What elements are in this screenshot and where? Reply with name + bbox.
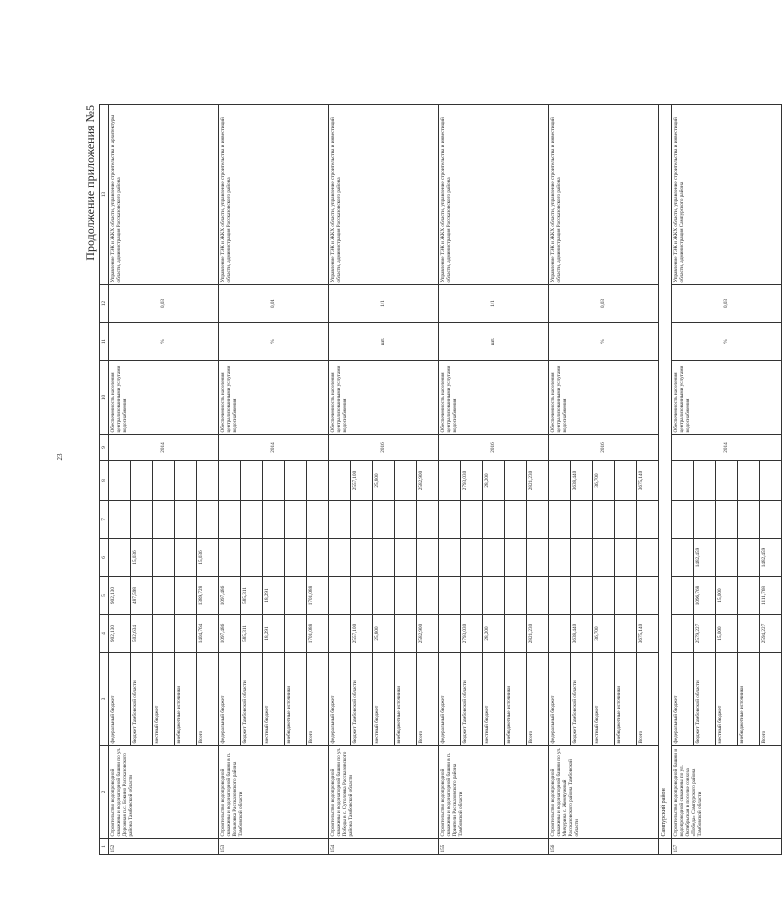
amount-2015 bbox=[527, 539, 549, 577]
amount-total: 2821,230 bbox=[527, 615, 549, 653]
amount-2015 bbox=[175, 539, 197, 577]
amount-2015 bbox=[439, 539, 461, 577]
amount-total: 36,700 bbox=[593, 615, 615, 653]
indicator-unit: шт. bbox=[329, 323, 439, 361]
amount-2015 bbox=[417, 539, 439, 577]
row-number: 154 bbox=[329, 839, 439, 855]
amount-2014 bbox=[175, 577, 197, 615]
amount-2014 bbox=[571, 577, 593, 615]
column-number: 9 bbox=[100, 435, 109, 461]
amount-total: 28,200 bbox=[483, 615, 505, 653]
funding-source: Всего bbox=[417, 653, 439, 746]
amount-2014: 1111,768 bbox=[760, 577, 782, 615]
amount-2014 bbox=[483, 577, 505, 615]
funding-source: местный бюджет bbox=[263, 653, 285, 746]
amount-col-7 bbox=[571, 501, 593, 539]
funding-source: федеральный бюджет bbox=[329, 653, 351, 746]
amount-2015 bbox=[285, 539, 307, 577]
amount-2015 bbox=[219, 539, 241, 577]
amount-col-8 bbox=[307, 461, 329, 501]
amount-2014 bbox=[461, 577, 483, 615]
amount-2015 bbox=[307, 539, 329, 577]
table-row bbox=[672, 105, 694, 855]
amount-col-8 bbox=[109, 461, 131, 501]
amount-2015 bbox=[395, 539, 417, 577]
amount-2014: 15,000 bbox=[716, 577, 738, 615]
amount-col-8: 2557,100 bbox=[351, 461, 373, 501]
amount-col-8 bbox=[672, 461, 694, 501]
amount-total bbox=[615, 615, 637, 653]
amount-total: 18,291 bbox=[263, 615, 285, 653]
amount-total bbox=[395, 615, 417, 653]
amount-2014 bbox=[637, 577, 659, 615]
executor: Управление ТЭК и ЖКХ области, управление строительства и инвестиций области, администрация Рассказовского района bbox=[219, 105, 329, 285]
amount-col-8 bbox=[549, 461, 571, 501]
appendix-heading: Продолжение приложения №5 bbox=[83, 105, 97, 261]
amount-2015 bbox=[738, 539, 760, 577]
amount-2015 bbox=[109, 539, 131, 577]
amount-col-7 bbox=[153, 501, 175, 539]
funding-source: бюджет Тамбовской области bbox=[571, 653, 593, 746]
indicator-unit: % bbox=[672, 323, 782, 361]
rotated-content bbox=[83, 105, 767, 855]
amount-col-8 bbox=[175, 461, 197, 501]
amount-total: 2557,100 bbox=[351, 615, 373, 653]
executor: Управление ТЭК и ЖКХ области, управление строительства и инвестиций области, администрация Рассказовского района bbox=[549, 105, 659, 285]
indicator-name: Обеспеченность населения централизованными услугами водоснабжения bbox=[439, 361, 549, 435]
amount-2015 bbox=[153, 539, 175, 577]
implementation-year: 2014 bbox=[672, 435, 782, 461]
amount-2015 bbox=[672, 539, 694, 577]
column-number-row bbox=[100, 105, 109, 855]
amount-2014 bbox=[738, 577, 760, 615]
amount-col-8 bbox=[131, 461, 153, 501]
indicator-unit: % bbox=[109, 323, 219, 361]
amount-col-8: 2793,030 bbox=[461, 461, 483, 501]
funding-source: Всего bbox=[527, 653, 549, 746]
amount-col-8: 2582,900 bbox=[417, 461, 439, 501]
project-name: Строительство водопроводной скважины и водонапорной башни по ул. Дорожная п.с. Бокино Рассказовского района Тамбовской области bbox=[109, 746, 219, 839]
amount-2015: 1482,459 bbox=[760, 539, 782, 577]
table-row bbox=[549, 105, 571, 855]
indicator-name: Обеспеченность населения централизованными услугами водоснабжения bbox=[672, 361, 782, 435]
indicator-value: 0,03 bbox=[109, 285, 219, 323]
amount-col-8 bbox=[694, 461, 716, 501]
amount-total: 3638,440 bbox=[571, 615, 593, 653]
project-name: Строительство водопроводной скважины и водонапорной башни в п. Приятели Рассказовского района Тамбовской области bbox=[439, 746, 549, 839]
indicator-name: Обеспеченность населения централизованными услугами водоснабжения bbox=[549, 361, 659, 435]
funding-source: бюджет Тамбовской области bbox=[461, 653, 483, 746]
amount-col-7 bbox=[241, 501, 263, 539]
amount-col-7 bbox=[549, 501, 571, 539]
funding-source: внебюджетные источники bbox=[738, 653, 760, 746]
amount-total: 1404,764 bbox=[197, 615, 219, 653]
amount-2014: 1389,728 bbox=[197, 577, 219, 615]
amount-total: 25,800 bbox=[373, 615, 395, 653]
amount-2014 bbox=[527, 577, 549, 615]
amount-total: 15,000 bbox=[716, 615, 738, 653]
amount-2015: 15,036 bbox=[131, 539, 153, 577]
funding-source: внебюджетные источники bbox=[395, 653, 417, 746]
amount-col-7 bbox=[461, 501, 483, 539]
amount-col-7 bbox=[738, 501, 760, 539]
column-number: 12 bbox=[100, 285, 109, 323]
amount-2014 bbox=[549, 577, 571, 615]
funding-source: Всего bbox=[637, 653, 659, 746]
project-name: Строительство водопроводной скважины и водонапорной башни по ул. Мичурина с. Жемчужный Рассказовского района Тамбовской области bbox=[549, 746, 659, 839]
amount-2014 bbox=[351, 577, 373, 615]
amount-total bbox=[285, 615, 307, 653]
project-name: Строительство водопроводной башни и водопроводной скважины по ул. Октябрьская в поселке совхоза «Победа» Сампурского района Тамбовской области bbox=[672, 746, 782, 839]
funding-source: Всего bbox=[197, 653, 219, 746]
amount-col-8 bbox=[738, 461, 760, 501]
column-number: 10 bbox=[100, 361, 109, 435]
amount-2014: 902,130 bbox=[109, 577, 131, 615]
amount-col-7 bbox=[483, 501, 505, 539]
executor: Управление ТЭК и ЖКХ области, управление строительства и инвестиций области, администрация Сампурского района bbox=[672, 105, 782, 285]
amount-2014 bbox=[439, 577, 461, 615]
indicator-value: 0,03 bbox=[549, 285, 659, 323]
column-number: 1 bbox=[100, 839, 109, 855]
amount-col-7 bbox=[593, 501, 615, 539]
indicator-unit: % bbox=[549, 323, 659, 361]
funding-source: федеральный бюджет bbox=[109, 653, 131, 746]
funding-source: федеральный бюджет bbox=[219, 653, 241, 746]
implementation-year: 2014 bbox=[109, 435, 219, 461]
amount-2014: 18,291 bbox=[263, 577, 285, 615]
amount-2015 bbox=[571, 539, 593, 577]
funding-source: Всего bbox=[307, 653, 329, 746]
amount-col-7 bbox=[109, 501, 131, 539]
amount-2015 bbox=[716, 539, 738, 577]
amount-col-8 bbox=[219, 461, 241, 501]
amount-2015 bbox=[329, 539, 351, 577]
amount-col-8 bbox=[329, 461, 351, 501]
amount-2014 bbox=[285, 577, 307, 615]
amount-col-7 bbox=[439, 501, 461, 539]
amount-total bbox=[329, 615, 351, 653]
amount-col-7 bbox=[716, 501, 738, 539]
amount-col-8 bbox=[241, 461, 263, 501]
indicator-name: Обеспеченность населения централизованными услугами водоснабжения bbox=[109, 361, 219, 435]
column-number: 4 bbox=[100, 615, 109, 653]
table-row bbox=[439, 105, 461, 855]
funding-source: федеральный бюджет bbox=[549, 653, 571, 746]
amount-total: 1701,088 bbox=[307, 615, 329, 653]
table-row bbox=[109, 105, 131, 855]
executor: Управление ТЭК и ЖКХ области, управление строительства и архитектуры области, администрация Рассказовского района bbox=[109, 105, 219, 285]
indicator-value: 0,03 bbox=[672, 285, 782, 323]
amount-total bbox=[439, 615, 461, 653]
row-number: 156 bbox=[549, 839, 659, 855]
column-number: 3 bbox=[100, 653, 109, 746]
amount-col-8 bbox=[395, 461, 417, 501]
amount-col-7 bbox=[131, 501, 153, 539]
funding-source: Всего bbox=[760, 653, 782, 746]
funding-source: бюджет Тамбовской области bbox=[694, 653, 716, 746]
amount-col-7 bbox=[175, 501, 197, 539]
amount-col-7 bbox=[527, 501, 549, 539]
amount-col-8: 28,200 bbox=[483, 461, 505, 501]
amount-2014 bbox=[593, 577, 615, 615]
amount-2014 bbox=[153, 577, 175, 615]
amount-total bbox=[738, 615, 760, 653]
funding-source: бюджет Тамбовской области bbox=[351, 653, 373, 746]
implementation-year: 2016 bbox=[439, 435, 549, 461]
amount-col-7 bbox=[615, 501, 637, 539]
funding-source: местный бюджет bbox=[483, 653, 505, 746]
amount-total bbox=[672, 615, 694, 653]
table-row bbox=[219, 105, 241, 855]
funding-source: бюджет Тамбовской области bbox=[241, 653, 263, 746]
amount-2015 bbox=[549, 539, 571, 577]
amount-col-8: 3675,140 bbox=[637, 461, 659, 501]
amount-col-8 bbox=[615, 461, 637, 501]
amount-col-7 bbox=[505, 501, 527, 539]
program-table bbox=[99, 104, 782, 855]
funding-source: местный бюджет bbox=[373, 653, 395, 746]
funding-source: федеральный бюджет bbox=[439, 653, 461, 746]
funding-source: внебюджетные источники bbox=[505, 653, 527, 746]
amount-2015: 1482,459 bbox=[694, 539, 716, 577]
amount-2015 bbox=[637, 539, 659, 577]
project-name: Строительство водопроводной скважины и водонапорной башни в п. Вольновка Рассказовского района Тамбовской области bbox=[219, 746, 329, 839]
column-number: 7 bbox=[100, 501, 109, 539]
amount-col-8 bbox=[760, 461, 782, 501]
row-number: 155 bbox=[439, 839, 549, 855]
column-number: 6 bbox=[100, 539, 109, 577]
indicator-name: Обеспеченность населения централизованными услугами водоснабжения bbox=[219, 361, 329, 435]
amount-col-7 bbox=[263, 501, 285, 539]
column-number: 8 bbox=[100, 461, 109, 501]
row-number: 152 bbox=[109, 839, 219, 855]
amount-col-8 bbox=[716, 461, 738, 501]
amount-total: 2594,227 bbox=[760, 615, 782, 653]
amount-2014 bbox=[615, 577, 637, 615]
indicator-value: 1/1 bbox=[329, 285, 439, 323]
amount-col-7 bbox=[285, 501, 307, 539]
funding-source: федеральный бюджет bbox=[672, 653, 694, 746]
indicator-value: 0,01 bbox=[219, 285, 329, 323]
amount-col-8 bbox=[197, 461, 219, 501]
amount-2015 bbox=[351, 539, 373, 577]
project-name: Строительство водопроводной скважины и водонапорной башни по ул. Победы в с. Сутоловка Рассказовского района Тамбовской области bbox=[329, 746, 439, 839]
amount-2015 bbox=[483, 539, 505, 577]
amount-2015 bbox=[241, 539, 263, 577]
amount-col-7 bbox=[373, 501, 395, 539]
amount-total: 1097,486 bbox=[219, 615, 241, 653]
funding-source: местный бюджет bbox=[153, 653, 175, 746]
page-number: 23 bbox=[56, 453, 64, 461]
amount-2014: 585,311 bbox=[241, 577, 263, 615]
amount-total bbox=[153, 615, 175, 653]
amount-col-7 bbox=[351, 501, 373, 539]
section-empty-cell bbox=[659, 839, 672, 855]
amount-2015: 15,036 bbox=[197, 539, 219, 577]
column-number: 5 bbox=[100, 577, 109, 615]
amount-col-7 bbox=[760, 501, 782, 539]
amount-col-7 bbox=[329, 501, 351, 539]
section-row bbox=[659, 105, 672, 855]
funding-source: местный бюджет bbox=[593, 653, 615, 746]
funding-source: бюджет Тамбовской области bbox=[131, 653, 153, 746]
indicator-unit: шт. bbox=[439, 323, 549, 361]
amount-col-8: 3638,440 bbox=[571, 461, 593, 501]
amount-col-7 bbox=[694, 501, 716, 539]
amount-2014 bbox=[417, 577, 439, 615]
implementation-year: 2016 bbox=[549, 435, 659, 461]
amount-2014 bbox=[395, 577, 417, 615]
amount-2014: 1096,768 bbox=[694, 577, 716, 615]
row-number: 157 bbox=[672, 839, 782, 855]
amount-total bbox=[549, 615, 571, 653]
amount-2014: 1701,088 bbox=[307, 577, 329, 615]
amount-2015 bbox=[263, 539, 285, 577]
amount-total bbox=[505, 615, 527, 653]
implementation-year: 2014 bbox=[219, 435, 329, 461]
amount-total: 902,130 bbox=[109, 615, 131, 653]
executor: Управление ТЭК и ЖКХ области, управление строительства и инвестиций области, администрация Рассказовского района bbox=[439, 105, 549, 285]
amount-2014 bbox=[329, 577, 351, 615]
row-number: 153 bbox=[219, 839, 329, 855]
implementation-year: 2016 bbox=[329, 435, 439, 461]
indicator-unit: % bbox=[219, 323, 329, 361]
amount-total bbox=[175, 615, 197, 653]
amount-col-7 bbox=[197, 501, 219, 539]
amount-col-8: 25,800 bbox=[373, 461, 395, 501]
amount-2014 bbox=[505, 577, 527, 615]
amount-col-8 bbox=[153, 461, 175, 501]
amount-col-7 bbox=[637, 501, 659, 539]
amount-2015 bbox=[373, 539, 395, 577]
indicator-value: 1/1 bbox=[439, 285, 549, 323]
amount-col-7 bbox=[417, 501, 439, 539]
funding-source: внебюджетные источники bbox=[285, 653, 307, 746]
amount-2015 bbox=[615, 539, 637, 577]
amount-2014: 487,598 bbox=[131, 577, 153, 615]
amount-2015 bbox=[505, 539, 527, 577]
amount-total: 3675,140 bbox=[637, 615, 659, 653]
table-row bbox=[329, 105, 351, 855]
amount-total: 2579,227 bbox=[694, 615, 716, 653]
amount-total: 585,311 bbox=[241, 615, 263, 653]
amount-col-7 bbox=[672, 501, 694, 539]
amount-2015 bbox=[593, 539, 615, 577]
amount-col-8 bbox=[285, 461, 307, 501]
amount-2014: 1097,486 bbox=[219, 577, 241, 615]
column-number: 13 bbox=[100, 105, 109, 285]
amount-col-7 bbox=[307, 501, 329, 539]
amount-total: 2582,900 bbox=[417, 615, 439, 653]
funding-source: местный бюджет bbox=[716, 653, 738, 746]
amount-col-8 bbox=[439, 461, 461, 501]
amount-col-8: 36,700 bbox=[593, 461, 615, 501]
executor: Управление ТЭК и ЖКХ области, управление строительства и инвестиций области, администрация Рассказовского района bbox=[329, 105, 439, 285]
indicator-name: Обеспеченность населения централизованными услугами водоснабжения bbox=[329, 361, 439, 435]
amount-col-7 bbox=[395, 501, 417, 539]
amount-col-8: 2821,230 bbox=[527, 461, 549, 501]
column-number: 11 bbox=[100, 323, 109, 361]
section-title: Сампурский район bbox=[659, 105, 672, 839]
amount-col-8 bbox=[263, 461, 285, 501]
amount-2015 bbox=[461, 539, 483, 577]
amount-2014 bbox=[373, 577, 395, 615]
column-number: 2 bbox=[100, 746, 109, 839]
funding-source: внебюджетные источники bbox=[175, 653, 197, 746]
amount-col-7 bbox=[219, 501, 241, 539]
amount-total: 502,634 bbox=[131, 615, 153, 653]
amount-total: 2793,030 bbox=[461, 615, 483, 653]
amount-2014 bbox=[672, 577, 694, 615]
funding-source: внебюджетные источники bbox=[615, 653, 637, 746]
amount-col-8 bbox=[505, 461, 527, 501]
